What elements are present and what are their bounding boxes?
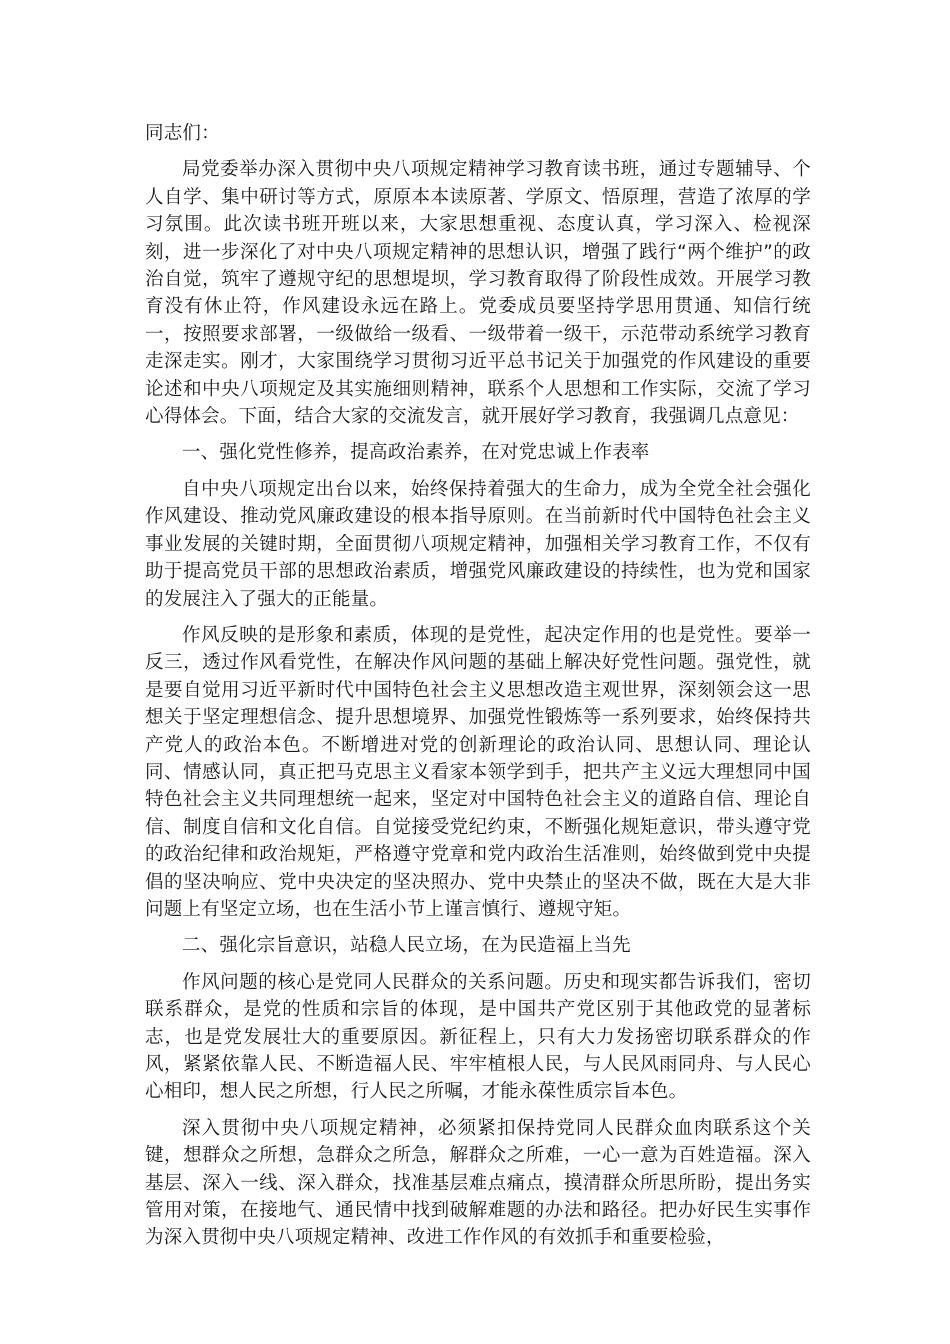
document-body [145, 120, 811, 1261]
paragraph-section1-b: 作风反映的是形象和素质，体现的是党性，起决定作用的也是党性。要举一反三，透过作风看党性，在解决作风问题的基础上解决好党性问题。强党性，就是要自觉用习近平新时代中国特色社会主义思想改造主观世界，深刻领会这一思想关于坚定理想信念、提升思想境界、加强党性锻炼等一系列要求，始终保持共产党人的政治本色。不断增进对党的创新理论的政治认同、思想认同、理论认同、情感认同，真正把马克思主义看家本领学到手，把共产主义远大理想同中国特色社会主义共同理想统一起来，坚定对中国特色社会主义的道路自信、理论自信、制度自信和文化自信。自觉接受党纪约束，不断强化规矩意识，带头遵守党的政治纪律和政治规矩，严格遵守党章和党内政治生活准则，始终做到党中央提倡的坚决响应、党中央决定的坚决照办、党中央禁止的坚决不做，既在大是大非问题上有坚定立场，也在生活小节上谨言慎行、遵规守矩。 [145, 624, 811, 920]
paragraph-section2-b: 深入贯彻中央八项规定精神，必须紧扣保持党同人民群众血肉联系这个关键，想群众之所想，急群众之所急，解群众之所难，一心一意为百姓造福。深入基层、深入一线、深入群众，找准基层难点痛点，摸清群众所思所盼，提出务实管用对策，在接地气、通民情中找到破解难题的办法和路径。把办好民生实事作为深入贯彻中央八项规定精神、改进工作作风的有效抓手和重要检验， [145, 1117, 811, 1249]
paragraph-section1-a: 自中央八项规定出台以来，始终保持着强大的生命力，成为全党全社会强化作风建设、推动党风廉政建设的根本指导原则。在当前新时代中国特色社会主义事业发展的关键时期，全面贯彻八项规定精神，加强相关学习教育工作，不仅有助于提高党员干部的思想政治素质，增强党风廉政建设的持续性，也为党和国家的发展注入了强大的正能量。 [145, 478, 811, 610]
paragraph-section2-a: 作风问题的核心是党同人民群众的关系问题。历史和现实都告诉我们，密切联系群众，是党的性质和宗旨的体现，是中国共产党区别于其他政党的显著标志，也是党发展壮大的重要原因。新征程上，只有大力发扬密切联系群众的作风，紧紧依靠人民、不断造福人民、牢牢植根人民，与人民风雨同舟、与人民心心相印，想人民之所想，行人民之所嘱，才能永葆性质宗旨本色。 [145, 971, 811, 1103]
salutation: 同志们： [145, 123, 220, 144]
paragraph-intro: 局党委举办深入贯彻中央八项规定精神学习教育读书班，通过专题辅导、个人自学、集中研讨等方式，原原本本读原著、学原文、悟原理，营造了浓厚的学习氛围。此次读书班开班以来，大家思想重视、态度认真，学习深入、检视深刻，进一步深化了对中央八项规定精神的思想认识，增强了践行“两个维护”的政治自觉，筑牢了遵规守纪的思想堤坝，学习教育取得了阶段性成效。开展学习教育没有休止符，作风建设永远在路上。党委成员要坚持学思用贯通、知信行统一，按照要求部署，一级做给一级看、一级带着一级干，示范带动系统学习教育走深走实。刚才，大家围绕学习贯彻习近平总书记关于加强党的作风建设的重要论述和中央八项规定及其实施细则精神，联系个人思想和工作实际，交流了学习心得体会。下面，结合大家的交流发言，就开展好学习教育，我强调几点意见： [145, 159, 811, 428]
section-heading-1: 一、强化党性修养，提高政治素养，在对党忠诚上作表率 [182, 442, 650, 464]
section-heading-2: 二、强化宗旨意识，站稳人民立场，在为民造福上当先 [182, 935, 631, 957]
